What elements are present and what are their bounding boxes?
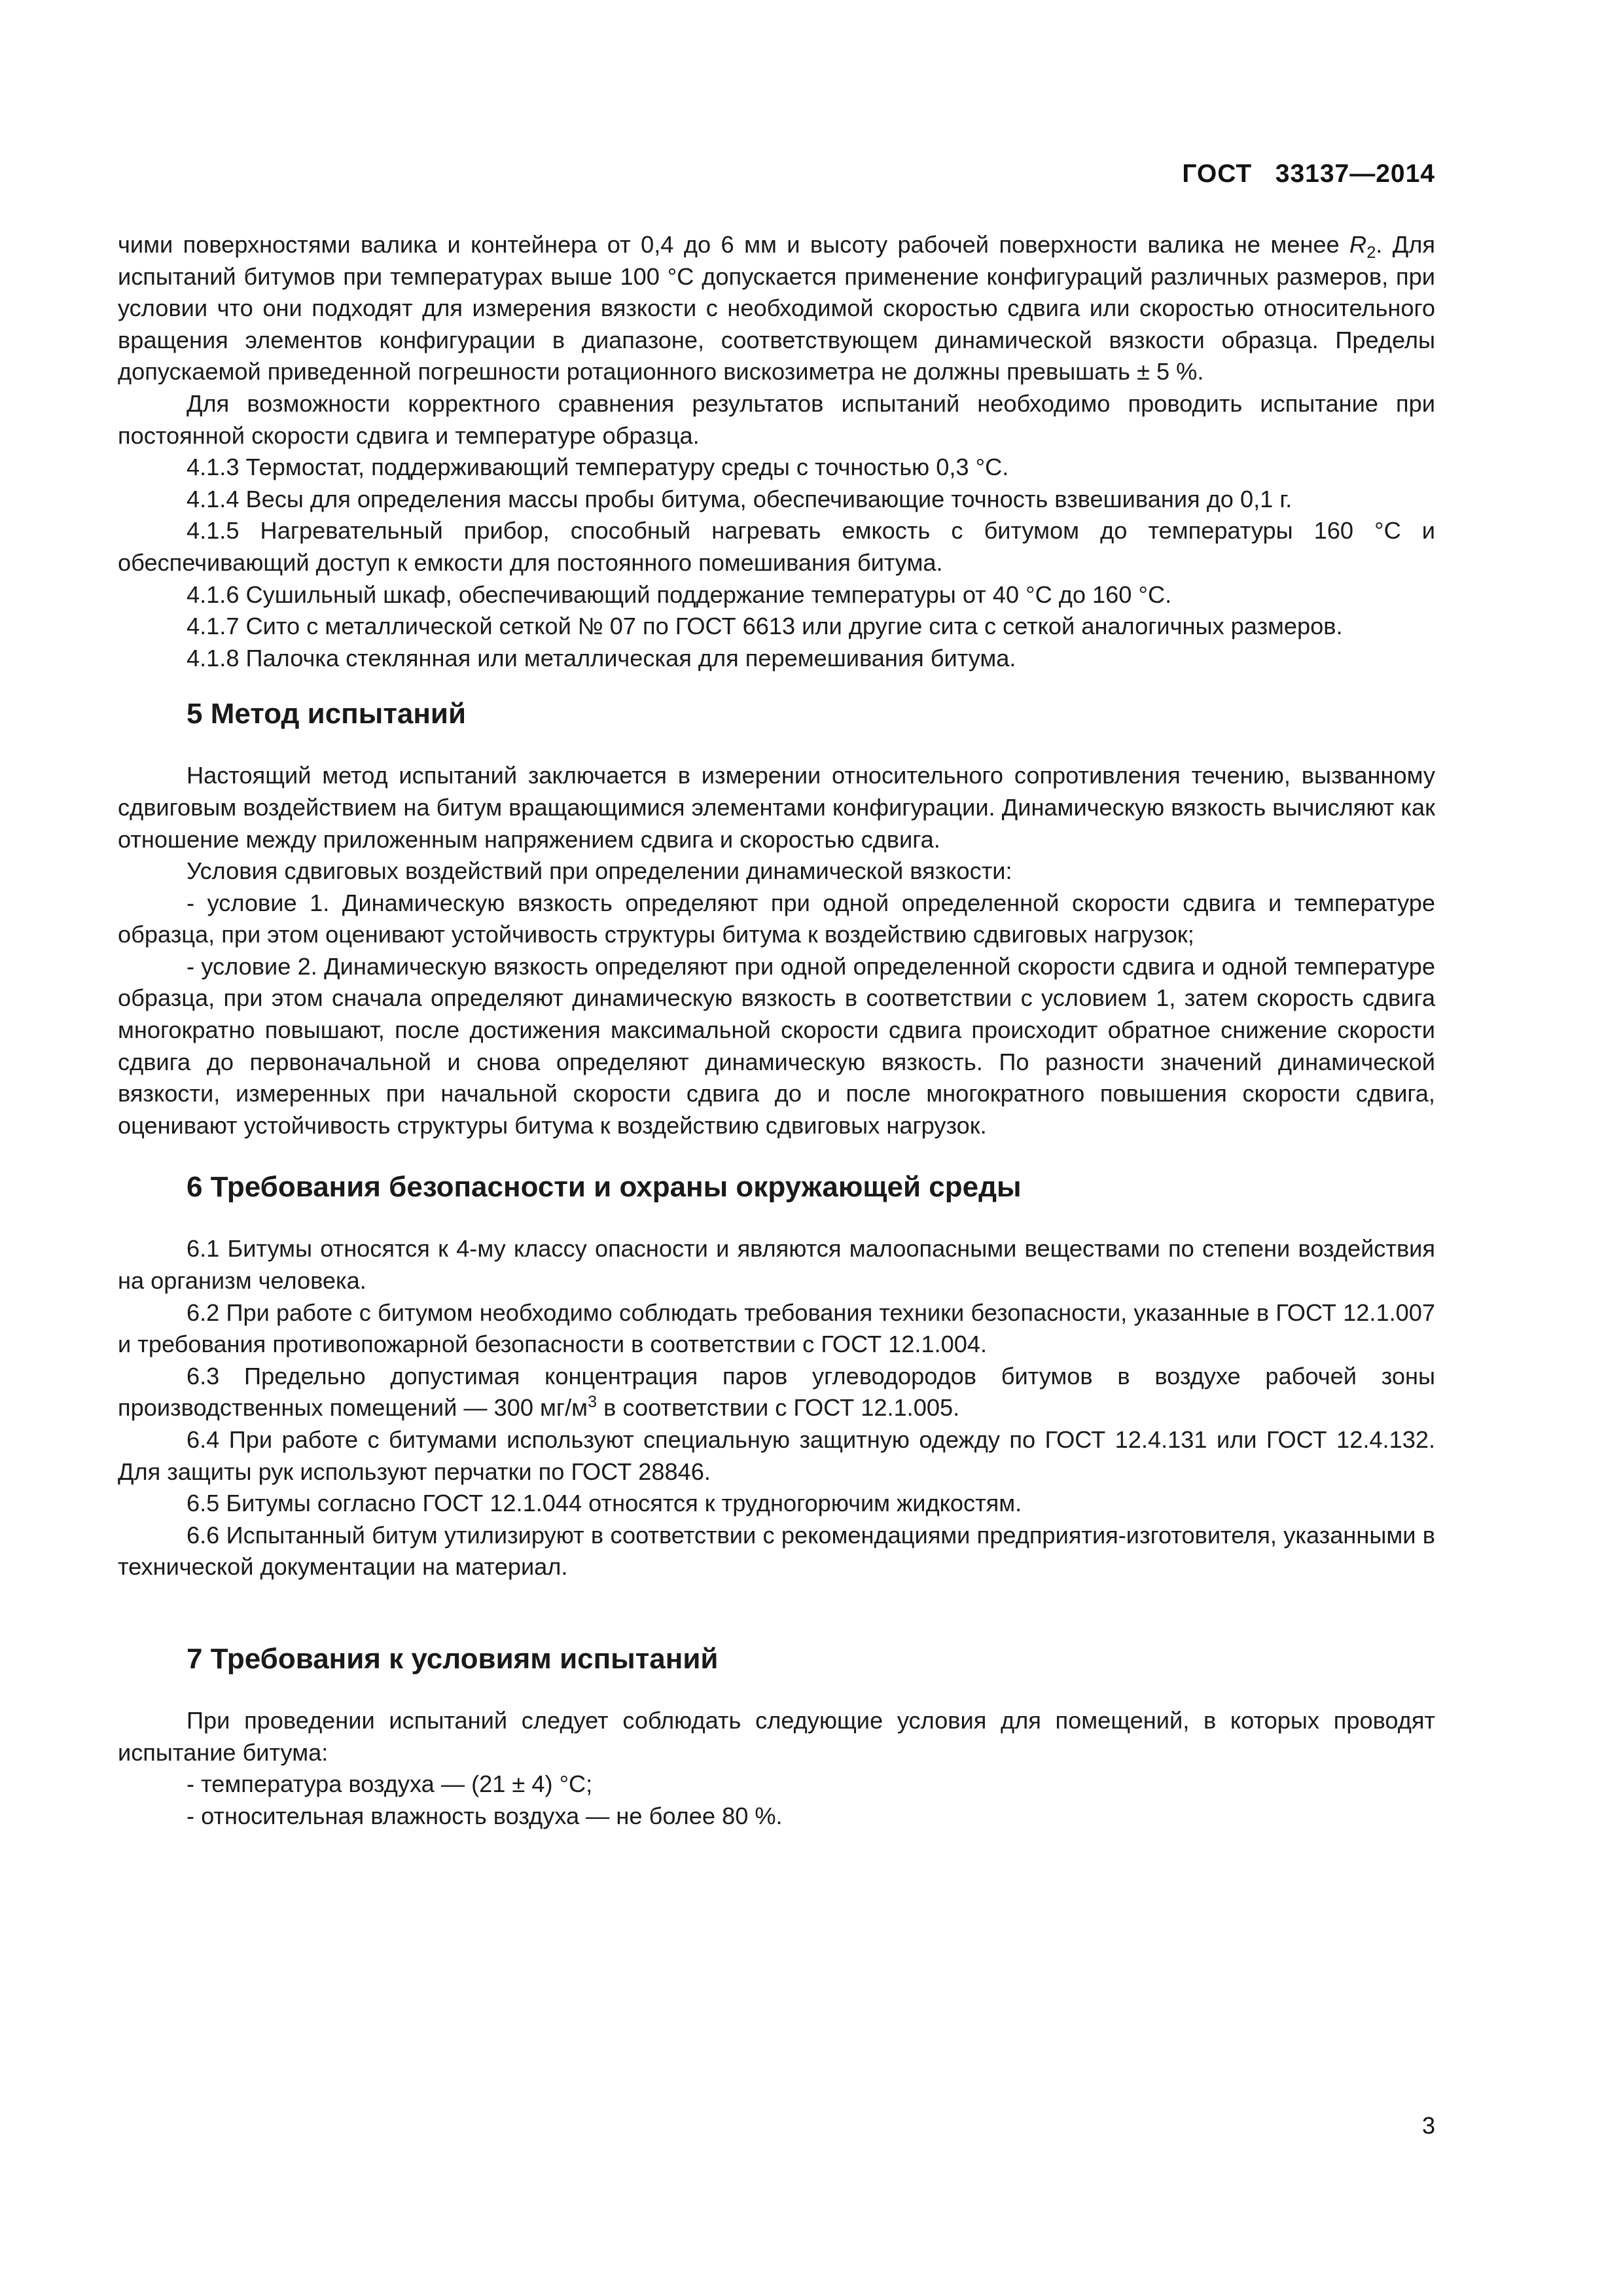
condition-2: - условие 2. Динамическую вязкость определяют при одной определенной скорости сдвига и одной температуре образца, при этом сначала определяют динамическую вязкость в соответствии с условием 1, затем скорость сдвига многократно повышают, после достижения максимальной скорости сдвига происходит обратное снижение скорости сдвига до первоначальной и снова определяют динамическую вязкость. По разности значений динамической вязкости, измеренных при начальной скорости сдвига до и после многократного повышения скорости сдвига, оценивают устойчивость структуры битума к воздействию сдвиговых нагрузок. [118, 952, 1435, 1139]
clause-4-1-7: 4.1.7 Сито с металлической сеткой № 07 по ГОСТ 6613 или другие сита с сеткой аналогичных размеров. [187, 613, 1343, 640]
paragraph: Для возможности корректного сравнения результатов испытаний необходимо проводить испытание при постоянной скорости сдвига и температуре образца. [118, 389, 1435, 449]
clause-4-1-6: 4.1.6 Сушильный шкаф, обеспечивающий поддержание температуры от 40 °С до 160 °С. [187, 581, 1172, 608]
list-item: - относительная влажность воздуха — не более 80 %. [187, 1802, 783, 1829]
section-6-heading: 6 Требования безопасности и охраны окружающей среды [187, 1171, 1022, 1204]
page-number: 3 [1421, 2112, 1435, 2139]
paragraph: При проведении испытаний следует соблюдать следующие условия для помещений, в которых проводят испытание битума: [118, 1706, 1435, 1766]
section-5-heading: 5 Метод испытаний [187, 698, 467, 730]
clause-4-1-4: 4.1.4 Весы для определения массы пробы битума, обеспечивающие точность взвешивания до 0,1 г. [187, 485, 1293, 512]
clause-4-1-3: 4.1.3 Термостат, поддерживающий температуру среды с точностью 0,3 °С. [187, 454, 1009, 481]
clause-6-3: 6.3 Предельно допустимая концентрация паров углеводородов битумов в воздухе рабочей зоны производственных помещений — 300 $мг/м^3$ в соответствии с ГОСТ 12.1.005. [118, 1362, 1435, 1422]
paragraph: Настоящий метод испытаний заключается в измерении относительного сопротивления течению, вызванному сдвиговым воздействием на битум вращающимися элементами конфигурации. Динамическую вязкость вычисляют как отношение между приложенным напряжением сдвига и скоростью сдвига. [118, 762, 1435, 853]
clause-6-5: 6.5 Битумы согласно ГОСТ 12.1.044 относятся к трудногорючим жидкостям. [187, 1490, 1022, 1517]
list-item: - температура воздуха — (21 ± 4) °С; [187, 1770, 593, 1798]
clause-6-2: 6.2 При работе с битумом необходимо соблюдать требования техники безопасности, указанные в ГОСТ 12.1.007 и требования противопожарной безопасности в соответствии с ГОСТ 12.1.004. [118, 1299, 1435, 1358]
condition-1: - условие 1. Динамическую вязкость определяют при одной определенной скорости сдвига и температуре образца, при этом оценивают устойчивость структуры битума к воздействию сдвиговых нагрузок; [118, 889, 1435, 948]
document-body [118, 229, 1435, 1832]
clause-6-1: 6.1 Битумы относятся к 4-му классу опасности и являются малоопасными веществами по степени воздействия на организм человека. [118, 1235, 1435, 1295]
document-header [1182, 160, 1435, 188]
clause-4-1-8: 4.1.8 Палочка стеклянная или металлическая для перемешивания битума. [187, 644, 1016, 672]
clause-6-4: 6.4 При работе с битумами используют специальную защитную одежду по ГОСТ 12.4.131 или ГОСТ 12.4.132. Для защиты рук используют перчатки по ГОСТ 28846. [118, 1426, 1435, 1485]
section-7-heading: 7 Требования к условиям испытаний [187, 1642, 719, 1675]
header-prefix: ГОСТ [1182, 160, 1253, 188]
clause-6-6: 6.6 Испытанный битум утилизируют в соответствии с рекомендациями предприятия-изготовителя, указанными в технической документации на материал. [118, 1521, 1435, 1581]
paragraph: Условия сдвиговых воздействий при определении динамической вязкости: [187, 857, 1012, 885]
header-standard-number: 33137—2014 [1275, 160, 1435, 188]
clause-4-1-5: 4.1.5 Нагревательный прибор, способный нагревать емкость с битумом до температуры 160 °С и обеспечивающий доступ к емкости для постоянного помешивания битума. [118, 517, 1435, 576]
paragraph-continued: чими поверхностями валика и контейнера от 0,4 до 6 мм и высоту рабочей поверхности валика не менее $R_2$. Для испытаний битумов при температурах выше 100 °С допускается применение конфигураций различных размеров, при условии что они подходят для измерения вязкости с необходимой скоростью сдвига или скоростью относительного вращения элементов конфигурации в диапазоне, соответствующем динамической вязкости образца. Пределы допускаемой приведенной погрешности ротационного вискозиметра не должны превышать ± 5 %. [118, 231, 1435, 386]
